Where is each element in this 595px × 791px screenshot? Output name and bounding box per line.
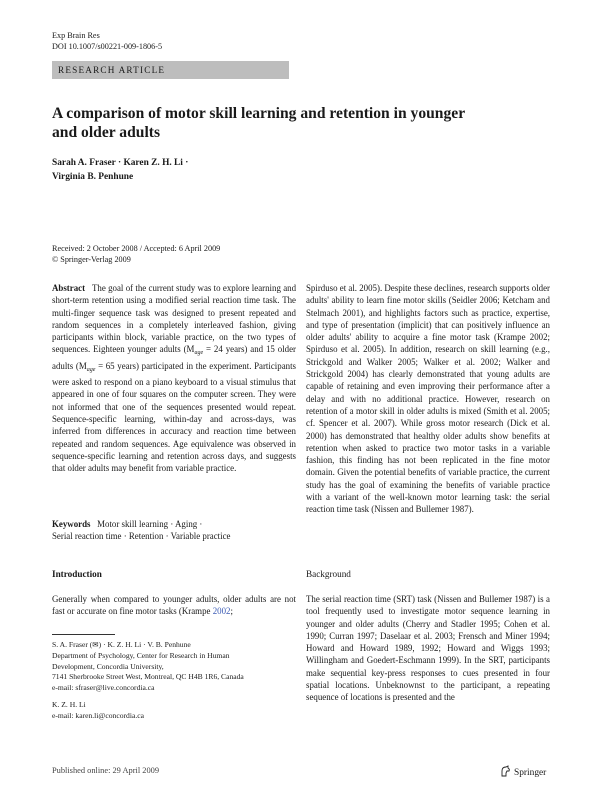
title-line-2: and older adults <box>52 124 161 141</box>
abstract-text-2: = 24 years) and 15 older adults (M <box>52 344 296 371</box>
affiliation-address: 7141 Sherbrooke Street West, Montreal, QC H4B 1R6, Canada <box>52 672 244 682</box>
introduction-heading: Introduction <box>52 569 102 579</box>
paper-title <box>52 104 522 142</box>
affiliations <box>52 640 296 722</box>
background-heading: Background <box>306 569 351 579</box>
affiliation-email-1[interactable]: e-mail: sfraser@live.concordia.ca <box>52 683 155 693</box>
publisher-name: Springer <box>514 767 547 778</box>
abstract-text-1: The goal of the current study was to explore learning and short-term retention using a modified serial reaction time task. The multi-finger sequence task was designed to present repeated and random sequences in a completely interleaved fashion, giving participants within block, variable practice, on the two types of sequences. Eighteen younger adults (M <box>52 283 297 355</box>
journal-name: Exp Brain Res <box>52 31 100 40</box>
abstract <box>52 282 296 474</box>
keywords <box>52 518 296 543</box>
title-line-1: A comparison of motor skill learning and retention in younger <box>52 105 466 122</box>
intro-continued <box>306 282 550 516</box>
affiliation-university: Development, Concordia University, <box>52 661 164 671</box>
background-paragraph: The serial reaction time (SRT) task (Nissen and Bullemer 1987) is a tool frequently used to investigate motor sequence learning in younger and older adults (Cherry and Stadler 1995; Cohen et al. 1990; Curran 1997; Daselaar et al. 2003; Frensch and Miner 1994; Howard and Howard 1989, 1992; Howard and Wiggs 1993; Willingham and Goedert-Eschmann 1999). In the SRT, participants make sequential key-press responses to cues presented in four spatial locations. Unbeknownst to the participant, a repeating sequence of locations is presented and the <box>306 594 550 703</box>
keywords-label: Keywords <box>52 519 91 529</box>
journal-header <box>52 30 162 52</box>
intro-text: Generally when compared to younger adults, older adults are not fast or accurate on fine motor tasks (Krampe <box>52 594 296 617</box>
abstract-label: Abstract <box>52 283 86 293</box>
footnote-rule <box>52 634 115 635</box>
intro-paragraph: Spirduso et al. 2005). Despite these declines, research supports older adults' ability to learn fine motor skills (Seidler 2006; Ketcham and Stelmach 2001), and highlights factors such as practice, expertise, and type of presentation (implicit) that can positively influence an older adults' ability to acquire a fine motor task (Krampe 2002; Spirduso et al. 2005). In addition, research on skill learning (e.g., Strickgold and Walker 2005; Walker et al. 2002; Walker and Strickgold 2004) has clearly demonstrated that young adults are capable of retaining and even improving their performance after a delay and with no additional practice. However, research on retention of a motor skill in older adults is mixed (Smith et al. 2005; cf. Spencer et al. 2007). While gross motor research (Dick et al. 2000) has demonstrated that healthy older adults show benefits at retention when asked to practice two motor tasks in a variable fashion, this finding has not been replicated in the fine motor domain. Given the potential benefits of variable practice, the current study has the goal of examining the benefits of variable practice with a variant of the well-known motor learning task: the serial reaction time task (Nissen and Bullemer 1987). <box>306 283 550 515</box>
publisher-logo <box>499 765 546 780</box>
copyright: © Springer-Verlag 2009 <box>52 255 131 264</box>
published-online: Published online: 29 April 2009 <box>52 766 160 775</box>
age-subscript: age <box>194 350 204 357</box>
introduction-text <box>52 593 296 619</box>
author-list <box>52 156 352 184</box>
affiliation-dept: Department of Psychology, Center for Research in Human <box>52 650 230 660</box>
authors-line-2: Virginia B. Penhune <box>52 172 134 182</box>
keywords-line-2: Serial reaction time · Retention · Variable practice <box>52 531 231 542</box>
springer-horse-icon <box>499 765 511 780</box>
affiliation-author-2: K. Z. H. Li <box>52 699 86 709</box>
affiliation-email-2[interactable]: e-mail: karen.li@concordia.ca <box>52 710 144 720</box>
authors-line-1: Sarah A. Fraser · Karen Z. H. Li · <box>52 158 189 168</box>
citation-link[interactable]: 2002 <box>212 606 231 617</box>
background-text <box>306 593 550 753</box>
publication-dates <box>52 243 220 265</box>
intro-text-end: ; <box>230 606 233 617</box>
doi: DOI 10.1007/s00221-009-1806-5 <box>52 42 163 51</box>
age-subscript: age <box>86 366 96 373</box>
article-type: RESEARCH ARTICLE <box>58 65 166 75</box>
received-date: Received: 2 October 2008 / Accepted: 6 April 2009 <box>52 244 221 253</box>
keywords-line-1: Motor skill learning · Aging · <box>97 519 203 529</box>
abstract-text-3: = 65 years) participated in the experiment. Participants were asked to respond on a piano keyboard to a visual stimulus that appeared in one of four squares on the computer screen. They were not informed that one of the sequences presented would repeat. Sequence-specific learning, within-day and across-days, was inferred from differences in accuracy and reaction time between repeated and random sequences. Age equivalence was observed in sequence-specific learning and retention across days, and suggests that older adults may benefit from variable practice. <box>52 360 296 474</box>
affiliation-authors: S. A. Fraser (✉) · K. Z. H. Li · V. B. Penhune <box>52 640 191 649</box>
